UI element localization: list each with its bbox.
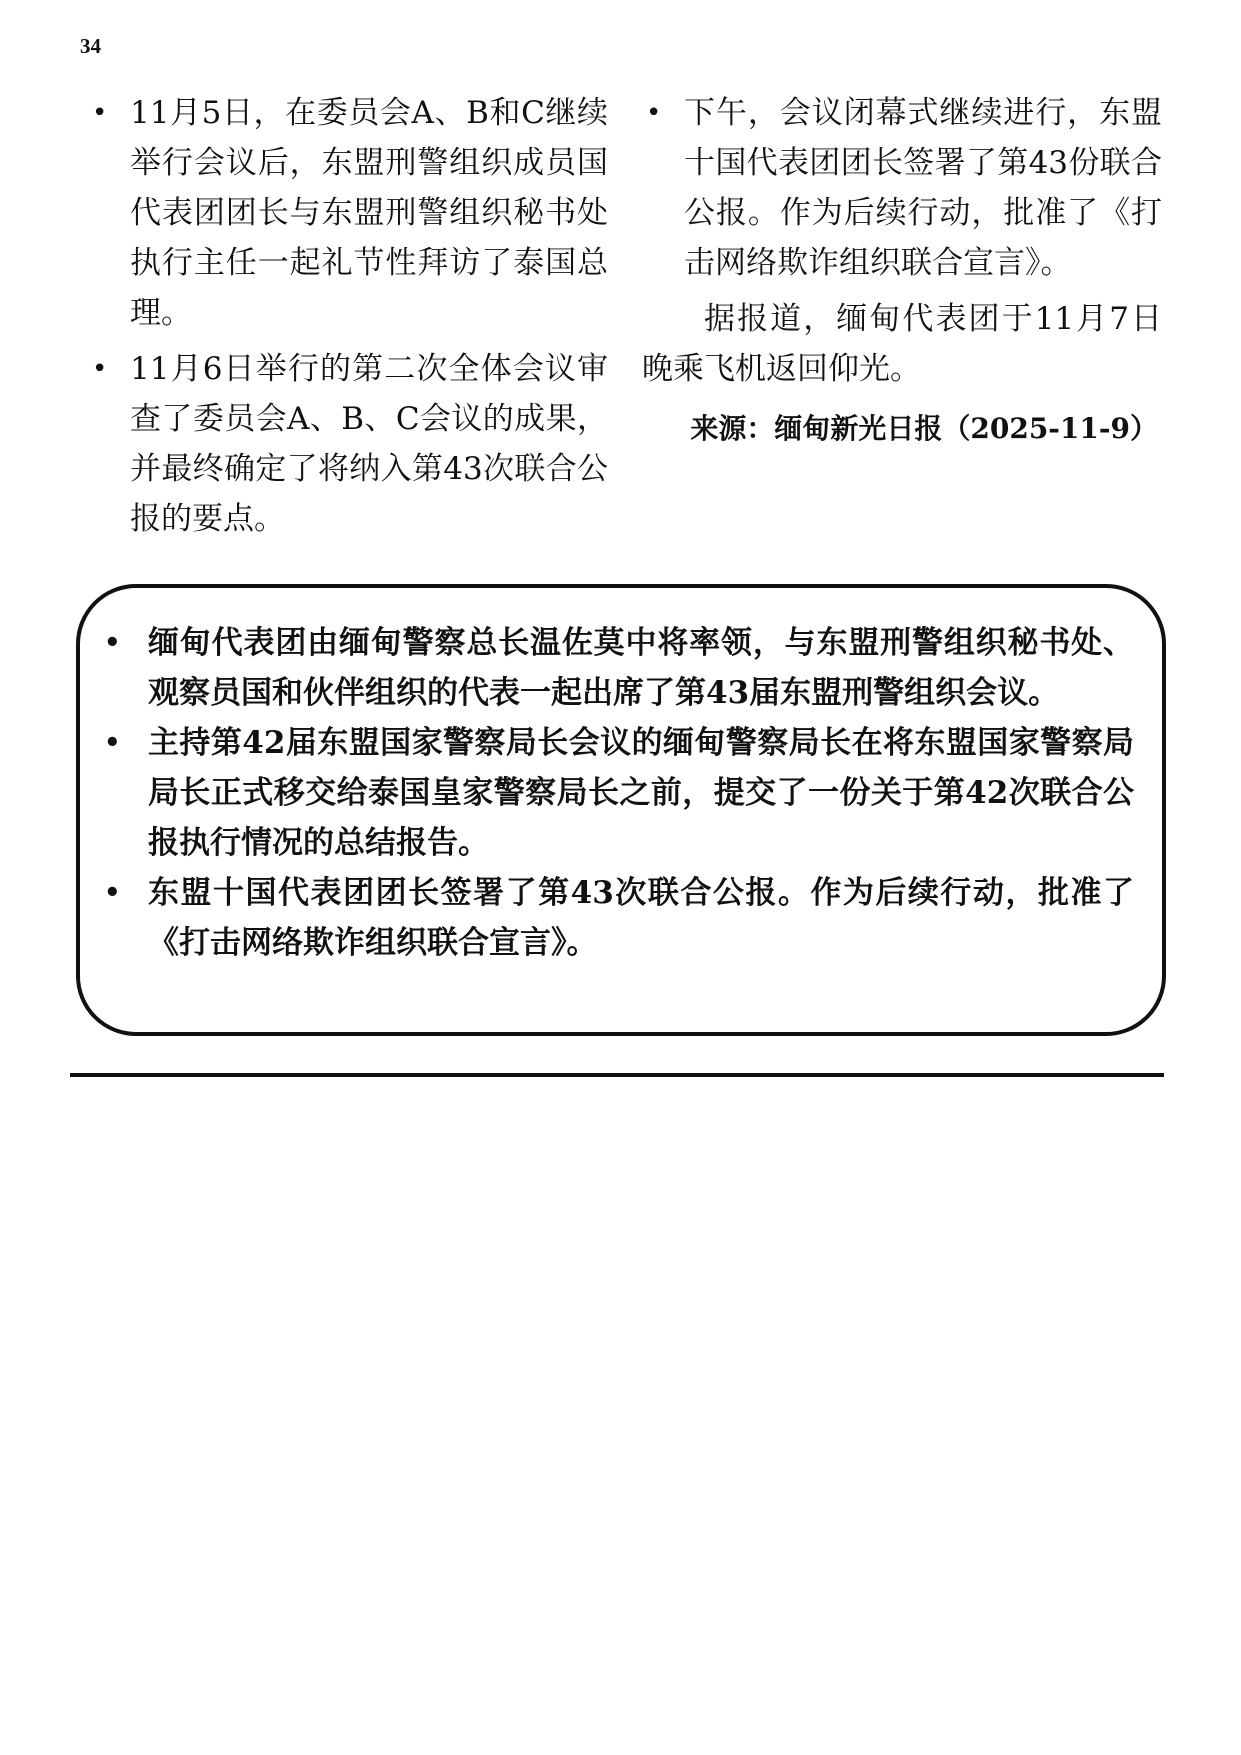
list-item-text: 缅甸代表团由缅甸警察总长温佐莫中将率领，与东盟刑警组织秘书处、观察员国和伙伴组织的代表一起出席了第43届东盟刑警组织会议。: [148, 625, 1134, 711]
list-item: [100, 618, 1134, 718]
right-column: [642, 88, 1162, 454]
list-item-text: 下午，会议闭幕式继续进行，东盟十国代表团团长签署了第43份联合公报。作为后续行动，批准了《打击网络欺诈组织联合宣言》。: [684, 95, 1162, 281]
summary-bullet-list: [100, 618, 1134, 968]
list-item-text: 11月6日举行的第二次全体会议审查了委员会A、B、C会议的成果，并最终确定了将纳入第43次联合公报的要点。: [130, 351, 608, 537]
section-divider: [70, 1073, 1164, 1077]
bullet-icon: •: [92, 354, 108, 384]
list-item: [642, 88, 1162, 288]
bullet-icon: •: [104, 728, 121, 758]
bullet-icon: •: [104, 878, 121, 908]
list-item-text: 11月5日，在委员会A、B和C继续举行会议后，东盟刑警组织成员国代表团团长与东盟刑警组织秘书处执行主任一起礼节性拜访了泰国总理。: [130, 95, 608, 331]
source-citation: 来源：缅甸新光日报（2025-11-9）: [690, 412, 1158, 445]
page-number: 34: [80, 34, 101, 58]
list-item: [88, 344, 608, 544]
left-bullet-list: [88, 88, 608, 544]
list-item: [100, 718, 1134, 868]
list-item: [100, 868, 1134, 968]
left-column: [88, 88, 608, 550]
body-paragraph: 据报道，缅甸代表团于11月7日晚乘飞机返回仰光。: [642, 301, 1162, 387]
bullet-icon: •: [104, 628, 121, 658]
bullet-icon: •: [92, 98, 108, 128]
right-bullet-list: [642, 88, 1162, 288]
list-item-text: 主持第42届东盟国家警察局长会议的缅甸警察局长在将东盟国家警察局局长正式移交给泰国皇家警察局长之前，提交了一份关于第42次联合公报执行情况的总结报告。: [148, 725, 1134, 861]
summary-box: [76, 584, 1166, 1036]
bullet-icon: •: [646, 98, 662, 128]
list-item: [88, 88, 608, 338]
list-item-text: 东盟十国代表团团长签署了第43次联合公报。作为后续行动，批准了《打击网络欺诈组织联合宣言》。: [148, 875, 1134, 961]
